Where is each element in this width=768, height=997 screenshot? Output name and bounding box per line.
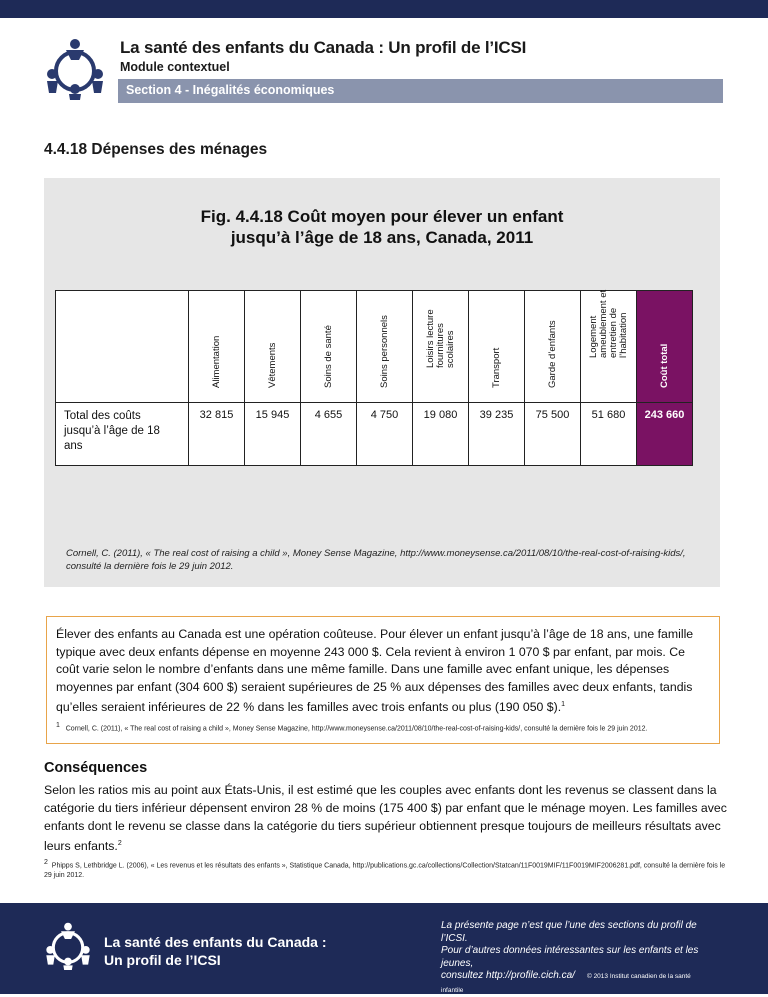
cost-table-header-row [56,291,693,403]
consequences-footnote: $^2$ Phipps S, Lethbridge L. (2006), « Les revenus et les résultats des enfants », Statistique Canada, http://publications.gc.ca/collections/Collection/Statcan/11F0019MIF/11F0019MIF2006281.pdf, consulté la dernière fois le 29 juin 2012. [44,859,726,880]
section-label: Section 4 - Inégalités économiques [126,83,335,97]
value-vetements: 15 945 [245,403,301,466]
value-soins-personnels: 4 750 [357,403,413,466]
consequences-text: Selon les ratios mis au point aux États-Unis, il est estimé que les couples avec enfants dont les revenus se classent dans la catégorie du tiers inférieur dépensent environ 28 % de moins (175 400 $) par enfant que le ménage moyen. Les familles avec enfants dont le revenu se classe dans la catégorie du tiers supérieur obtiennent presque toujours de meilleurs résultats avec leurs enfants.$^2$ [44,783,727,854]
header-soins-sante: Soins de santé [301,291,357,403]
callout-sup: 1 [561,701,566,708]
cost-table [55,290,693,466]
footer-url[interactable]: consultez http://profile.cich.ca/ [441,970,575,981]
header-alimentation: Alimentation [189,291,245,403]
page-title: La santé des enfants du Canada : Un profil de l’ICSI [120,38,527,57]
cich-logo-icon [44,38,106,100]
footer-note: La présente page n’est que l’une des sections du profil de l’ICSI. Pour d’autres données intéressantes sur les enfants et les jeunes, consultez http://profile.cich.ca/ © 2013 Institut canadien de la santé infantile [441,920,699,994]
value-soins-sante: 4 655 [301,403,357,466]
value-logement: 51 680 [581,403,637,466]
figure-title-line-1: Fig. 4.4.18 Coût moyen pour élever un enfant [200,207,564,226]
corner-cell [56,291,189,403]
value-cout-total: 243 660 [637,403,693,466]
figure-title [44,206,720,248]
module-subtitle: Module contextuel [120,60,230,74]
consequences-sup: 2 [117,840,122,847]
consequences-heading: Conséquences [44,760,148,776]
footer-logo-icon [44,921,92,971]
footer [0,903,768,994]
callout-footnote: $^1$ Cornell, C. (2011), « The real cost of raising a child », Money Sense Magazine, http://www.moneysense.ca/2011/08/10/the-real-cost-of-raising-kids/, consulté la dernière fois le 29 juin 2012. [56,722,648,733]
section-bar [118,79,723,103]
header-transport: Transport [469,291,525,403]
figure-box [44,178,720,587]
section-heading: 4.4.18 Dépenses des ménages [44,141,268,158]
callout-box [46,616,720,744]
footer-title: La santé des enfants du Canada : Un profil de l’ICSI [104,934,327,968]
header-garde-enfants: Garde d’enfants [525,291,581,403]
value-garde-enfants: 75 500 [525,403,581,466]
callout-text: Élever des enfants au Canada est une opération coûteuse. Pour élever un enfant jusqu’à l’âge de 18 ans, une famille typique avec deux enfants dépense en moyenne 243 000 $. Cela revient à environ 1 070 $ par enfant, par mois. Ce coût varie selon le nombre d’enfants dans une même famille. Dans une famille avec enfant unique, les dépenses moyennes par enfant (304 600 $) seraient supérieures de 25 % aux dépenses des familles avec deux enfants, tandis qu’elles seraient inférieures de 22 % dans les familles avec trois enfants ou plus (190 050 $).$^1$ [56,627,694,715]
footer-copyright: © 2013 Institut canadien de la santé infantile [441,973,691,994]
header-logement: Logement ameublement et entretien de l’habitation [581,291,637,403]
row-label: Total des coûts jusqu’à l’âge de 18 ans [56,403,189,466]
header-soins-personnels: Soins personnels [357,291,413,403]
header-vetements: Vêtements [245,291,301,403]
top-bar [0,0,768,18]
value-alimentation: 32 815 [189,403,245,466]
header-cout-total: Coût total [637,291,693,403]
value-transport: 39 235 [469,403,525,466]
figure-title-line-2: jusqu’à l’âge de 18 ans, Canada, 2011 [230,228,534,247]
cost-table-value-row [56,403,693,466]
value-loisirs: 19 080 [413,403,469,466]
figure-citation: Cornell, C. (2011), « The real cost of raising a child », Money Sense Magazine, http://www.moneysense.ca/2011/08/10/the-real-cost-of-raising-kids/, consulté la dernière fois le 29 juin 2012. [66,548,686,572]
header-loisirs: Loisirs lecture fournitures scolaires [413,291,469,403]
